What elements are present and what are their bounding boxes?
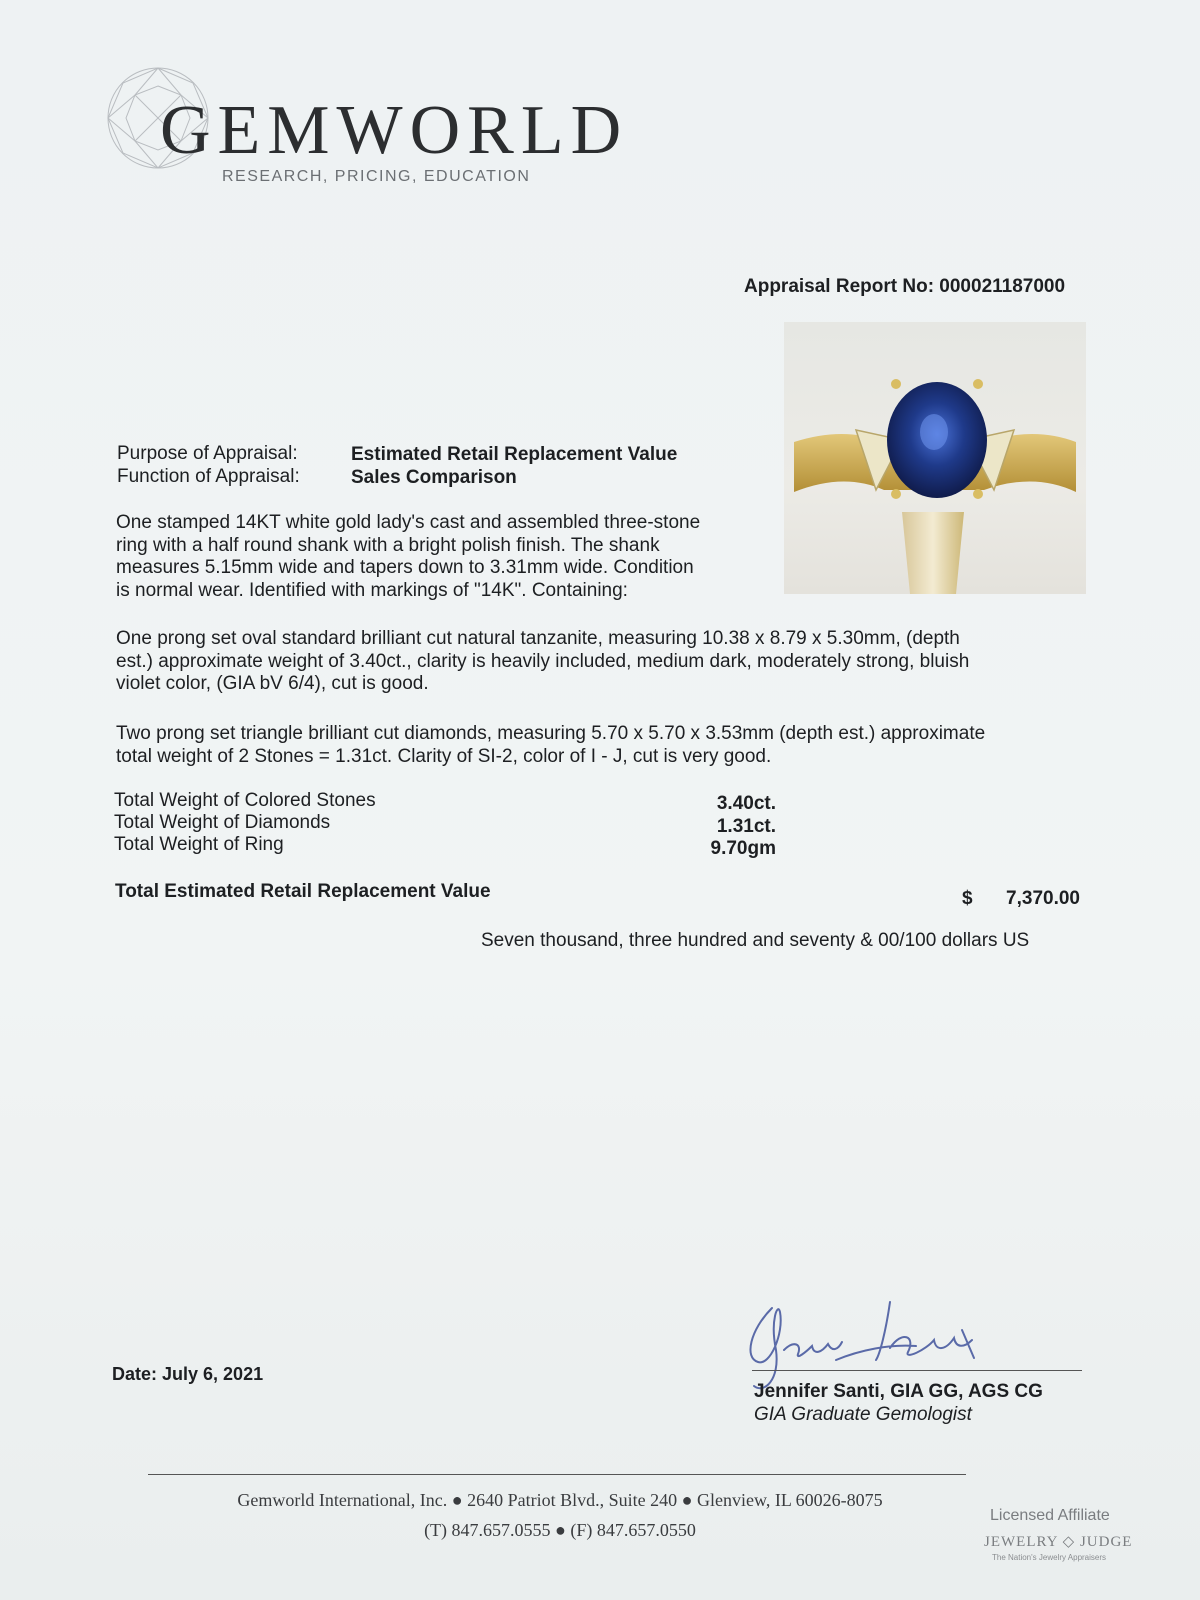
weight-label-ring: Total Weight of Ring xyxy=(114,834,284,855)
tanzanite-description-line: One prong set oval standard brilliant cut natural tanzanite, measuring 10.38 x 8.79 x 5.30mm, (depth xyxy=(116,628,960,649)
purpose-value: Estimated Retail Replacement Value xyxy=(351,444,678,465)
ring-image xyxy=(784,322,1086,594)
footer-phones: (T) 847.657.0555 ● (F) 847.657.0550 xyxy=(424,1520,696,1540)
tanzanite-description-line: est.) approximate weight of 3.40ct., clarity is heavily included, medium dark, moderately strong, bluish xyxy=(116,650,970,672)
affiliate-brand: JEWELRY ◇ JUDGE xyxy=(984,1534,1133,1550)
signer-name: Jennifer Santi, GIA GG, AGS CG xyxy=(754,1381,1043,1402)
total-value-in-words: Seven thousand, three hundred and seventy & 00/100 dollars US xyxy=(481,930,1030,951)
diamond-description xyxy=(116,723,1096,768)
purpose-label: Purpose of Appraisal: xyxy=(117,443,298,464)
weight-label-colored-stones: Total Weight of Colored Stones xyxy=(114,790,376,811)
tanzanite-description-line: violet color, (GIA bV 6/4), cut is good. xyxy=(116,673,429,694)
report-number: Appraisal Report No: 000021187000 xyxy=(744,276,1066,297)
footer-divider xyxy=(148,1474,966,1475)
ring-description xyxy=(116,512,756,602)
ring-description-line: is normal wear. Identified with markings of "14K". Containing: xyxy=(116,579,628,601)
function-value: Sales Comparison xyxy=(351,467,517,488)
diamond-description-line: total weight of 2 Stones = 1.31ct. Clarity of SI-2, color of I - J, cut is very good. xyxy=(116,745,772,767)
affiliate-tagline: The Nation's Jewelry Appraisers xyxy=(992,1553,1107,1562)
affiliate-label: Licensed Affiliate xyxy=(990,1507,1110,1524)
signature-line xyxy=(752,1370,1082,1371)
company-tagline: RESEARCH, PRICING, EDUCATION xyxy=(222,168,531,185)
weight-value-diamonds: 1.31ct. xyxy=(716,816,776,837)
ring-description-line: measures 5.15mm wide and tapers down to 3.31mm wide. Condition xyxy=(116,557,694,578)
appraisal-date: Date: July 6, 2021 xyxy=(112,1364,264,1384)
footer-address: Gemworld International, Inc. ● 2640 Patriot Blvd., Suite 240 ● Glenview, IL 60026-8075 xyxy=(237,1490,883,1510)
function-label: Function of Appraisal: xyxy=(117,466,300,487)
currency-symbol: $ xyxy=(962,888,973,909)
company-logo-text: GEMWORLD xyxy=(160,92,629,169)
ring-description-line: One stamped 14KT white gold lady's cast and assembled three-stone xyxy=(116,512,701,533)
total-value-amount: 7,370.00 xyxy=(1006,888,1080,909)
total-value-label: Total Estimated Retail Replacement Value xyxy=(115,881,491,902)
diamond-description-line: Two prong set triangle brilliant cut diamonds, measuring 5.70 x 5.70 x 3.53mm (depth est.) approximate xyxy=(116,723,986,744)
weight-value-colored-stones: 3.40ct. xyxy=(716,793,776,814)
signer-title: GIA Graduate Gemologist xyxy=(754,1404,972,1425)
ring-description-line: ring with a half round shank with a bright polish finish. The shank xyxy=(116,534,660,556)
ring-photo xyxy=(784,322,1086,594)
weight-label-diamonds: Total Weight of Diamonds xyxy=(114,812,331,833)
tanzanite-description xyxy=(116,628,1076,696)
weight-value-ring: 9.70gm xyxy=(710,838,776,859)
